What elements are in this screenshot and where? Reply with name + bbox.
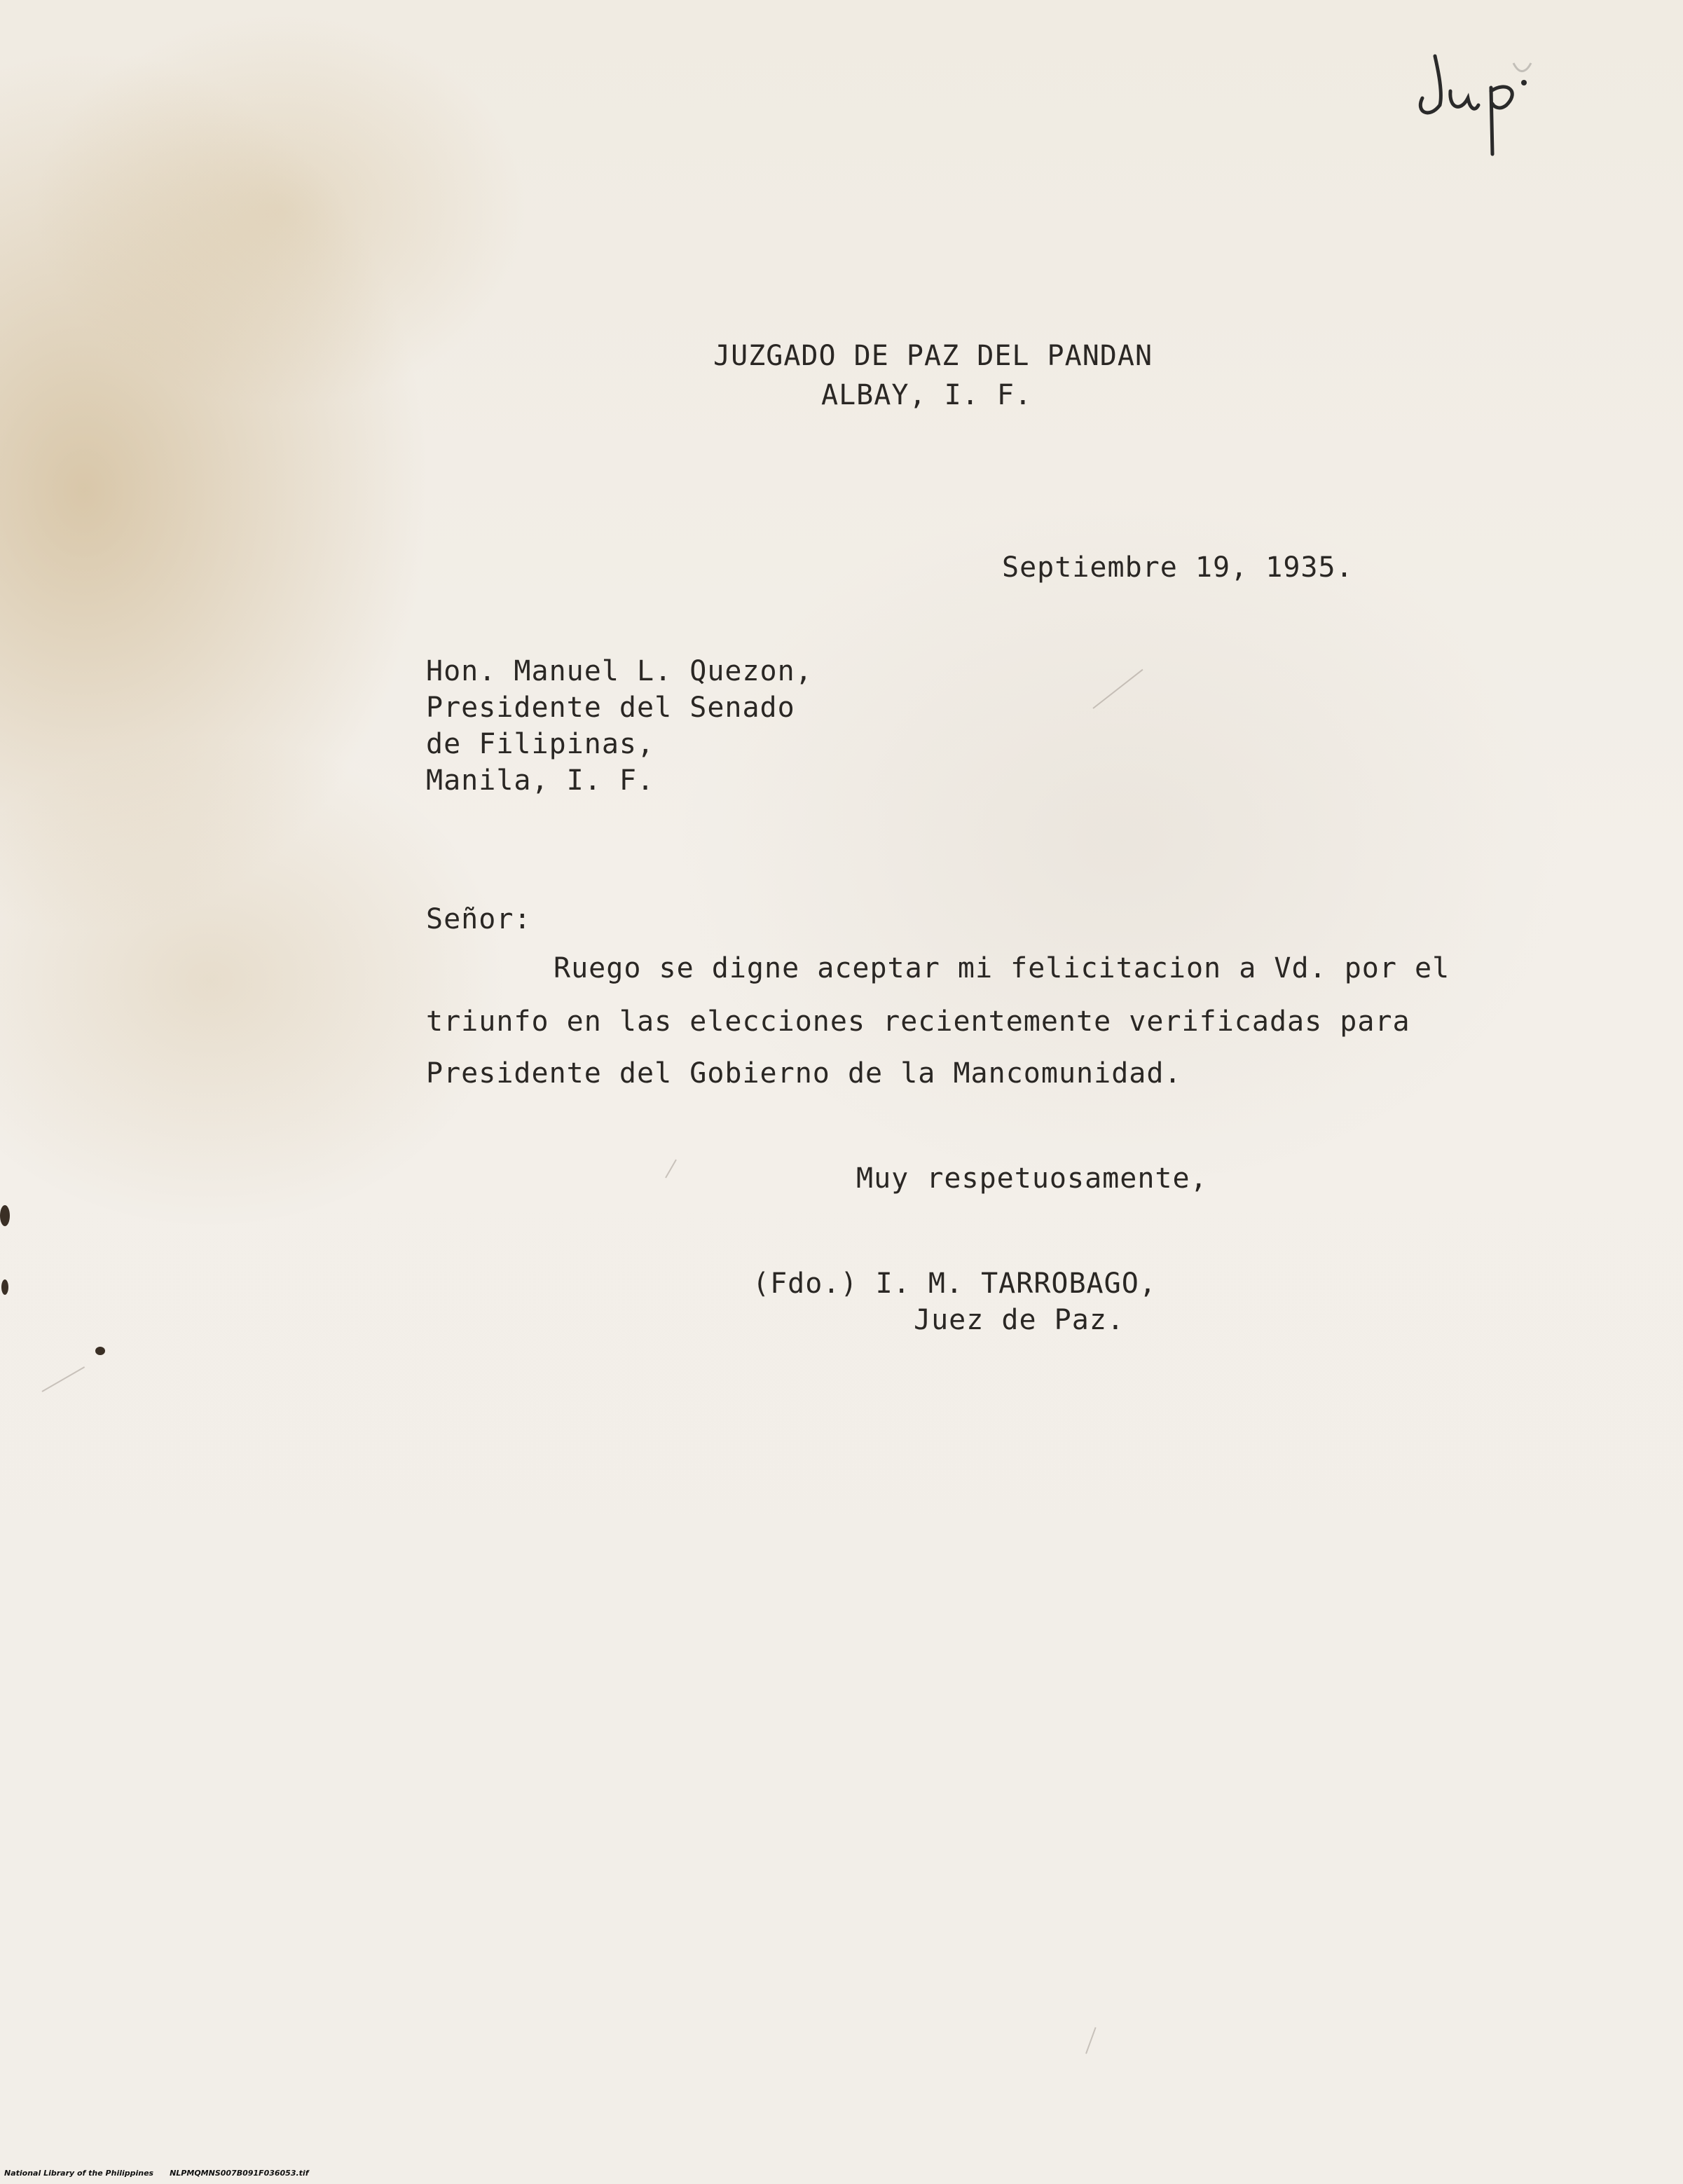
paper-scratch bbox=[1085, 2027, 1097, 2054]
letterhead-line-1: JUZGADO DE PAZ DEL PANDAN bbox=[713, 340, 1153, 372]
body-line-2: triunfo en las elecciones recientemente verificadas para bbox=[426, 1005, 1410, 1038]
paper-speck bbox=[0, 1205, 10, 1226]
paper-scratch bbox=[665, 1160, 677, 1179]
recipient-line-3: de Filipinas, bbox=[426, 728, 655, 760]
closing: Muy respetuosamente, bbox=[856, 1162, 1208, 1195]
signature-name: (Fdo.) I. M. TARROBAGO, bbox=[753, 1268, 1157, 1300]
body-line-3: Presidente del Gobierno de la Mancomunidad. bbox=[426, 1057, 1182, 1090]
letter-date: Septiembre 19, 1935. bbox=[1002, 551, 1354, 584]
paper-scratch bbox=[42, 1366, 85, 1392]
footer-file-id: NLPMQMNS007B091F036053.tif bbox=[170, 2169, 309, 2178]
recipient-line-2: Presidente del Senado bbox=[426, 692, 795, 724]
body-line-1: Ruego se digne aceptar mi felicitacion a Vd. por el bbox=[554, 952, 1450, 984]
recipient-line-1: Hon. Manuel L. Quezon, bbox=[426, 655, 813, 687]
footer-caption bbox=[4, 2169, 308, 2178]
paper-speck bbox=[95, 1347, 105, 1355]
letterhead-line-2: ALBAY, I. F. bbox=[821, 379, 1032, 411]
footer-institution: National Library of the Philippines bbox=[4, 2169, 154, 2178]
signature-title: Juez de Paz. bbox=[914, 1304, 1125, 1336]
salutation: Señor: bbox=[426, 903, 532, 935]
paper-scratch bbox=[1092, 669, 1143, 709]
recipient-line-4: Manila, I. F. bbox=[426, 764, 655, 797]
handwritten-annotation bbox=[1408, 49, 1534, 161]
paper-speck bbox=[1, 1279, 8, 1295]
